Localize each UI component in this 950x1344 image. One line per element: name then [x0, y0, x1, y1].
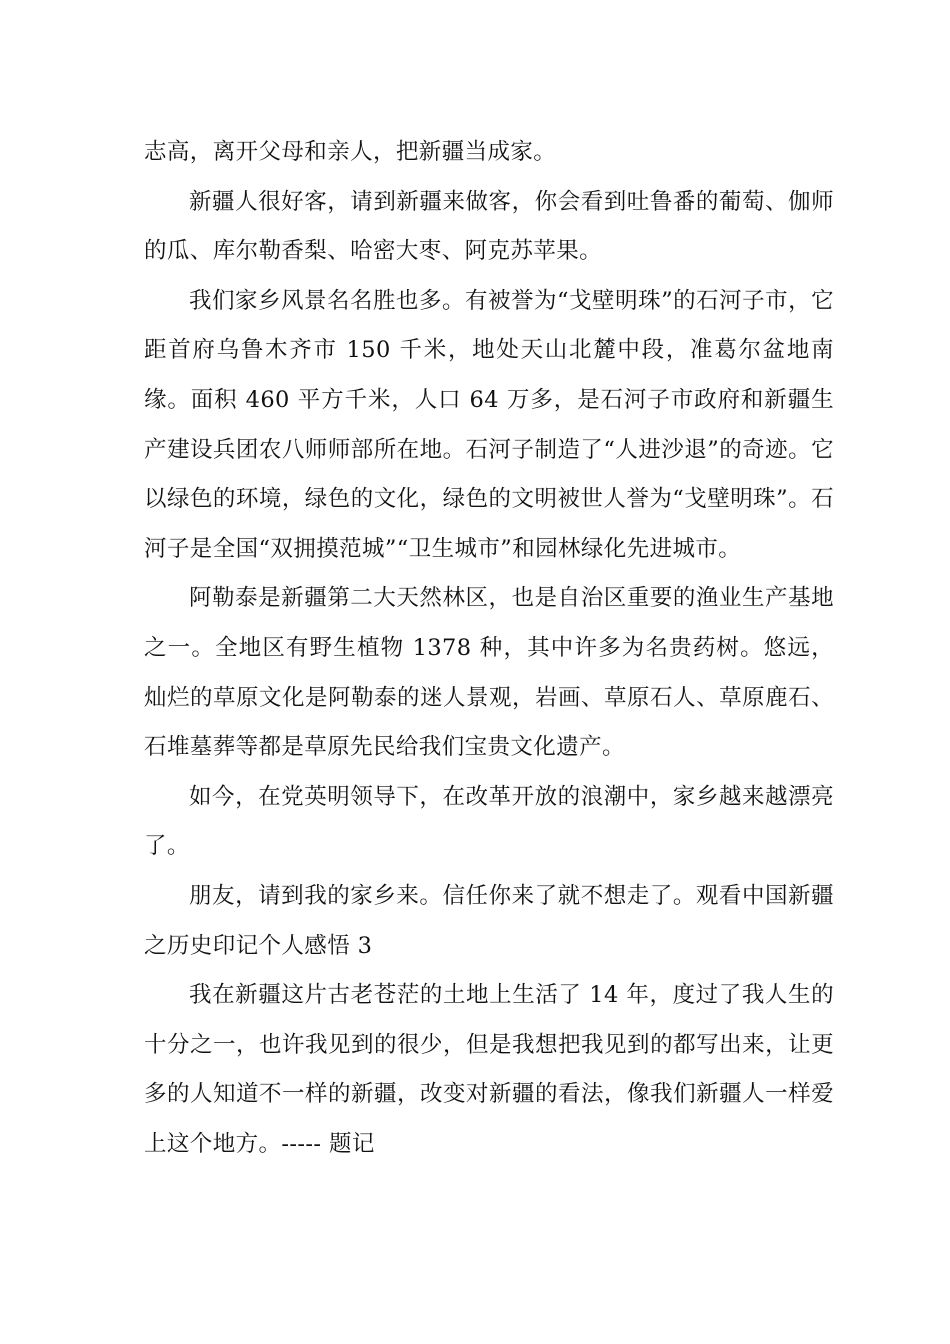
paragraph-shihezi: 我们家乡风景名名胜也多。有被誉为“戈壁明珠”的石河子市，它距首府乌鲁木齐市 150 千米，地处天山北麓中段，准葛尔盆地南缘。面积 460 平方千米，人口 64 万多，是石河子市政府和新疆生产建设兵团农八师师部所在地。石河子制造了“人进沙退”的奇迹。它以绿色的环境，绿色的文化，绿色的文明被世人誉为“戈壁明珠”。石河子是全国“双拥摸范城”“卫生城市”和园林绿化先进城市。 — [144, 287, 834, 562]
paragraph-reform: 如今，在党英明领导下，在改革开放的浪潮中，家乡越来越漂亮了。 — [144, 783, 834, 860]
paragraph-altay: 阿勒泰是新疆第二大天然林区，也是自治区重要的渔业生产基地之一。全地区有野生植物 1378 种，其中许多为名贵药树。悠远，灿烂的草原文化是阿勒泰的迷人景观，岩画、草原石人、草原鹿石、石堆墓葬等都是草原先民给我们宝贵文化遗产。 — [144, 585, 834, 761]
paragraph-foreword: 我在新疆这片古老苍茫的土地上生活了 14 年，度过了我人生的十分之一，也许我见到的很少，但是我想把我见到的都写出来，让更多的人知道不一样的新疆，改变对新疆的看法，像我们新疆人一样爱上这个地方。----- 题记 — [144, 982, 834, 1157]
paragraph-invitation: 朋友，请到我的家乡来。信任你来了就不想走了。观看中国新疆之历史印记个人感悟 3 — [144, 882, 834, 959]
paragraph-hospitality: 新疆人很好客，请到新疆来做客，你会看到吐鲁番的葡萄、伽师的瓜、库尔勒香梨、哈密大枣、阿克苏苹果。 — [144, 188, 834, 265]
paragraph-continuation: 志高，离开父母和亲人，把新疆当成家。 — [144, 139, 557, 165]
document-body — [144, 128, 834, 1169]
